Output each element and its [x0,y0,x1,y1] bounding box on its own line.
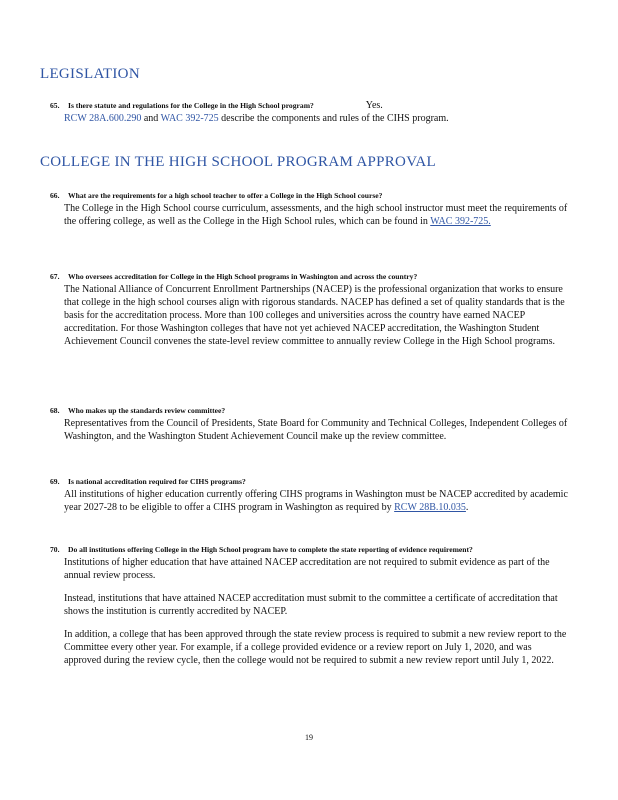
question-text: Who oversees accreditation for College in the High School programs in Washington and across the country? [68,272,418,281]
question-text: Is there statute and regulations for the College in the High School program? [68,101,314,110]
answer-text: describe the components and rules of the CIHS program. [221,113,449,124]
question-66 [50,191,570,201]
rcw-28a-600-290-link[interactable]: RCW 28A.600.290 [64,113,142,124]
answer-text: The College in the High School course curriculum, assessments, and the high school instructor must meet the requirements of the offering college, as well as the College in the High School rules, which can be found in [64,203,568,227]
faq-item-65 [50,101,570,125]
answer-68: Representatives from the Council of Presidents, State Board for Community and Technical Colleges, Independent Colleges of Washington, and the Washington Student Achievement Council make up the review committee. [64,418,568,442]
question-number: 70. [50,545,60,554]
faq-item-69 [50,477,570,514]
question-65 [50,101,570,111]
answer-67: The National Alliance of Concurrent Enrollment Partnerships (NACEP) is the professional organization that works to ensure that college in the high school courses align with rigorous standards. NACEP has defined a set of quality standards that is the basis for the accreditation process. More than 100 colleges and universities across the country have earned NACEP accreditation. For those Washington colleges that have not yet achieved NACEP accreditation, the Washington Student Achievement Council convenes the state-level review committee to annually review College in the High School programs. [64,284,565,347]
faq-item-66 [50,191,570,228]
answer-65 [64,112,570,125]
answer-69 [64,488,570,514]
question-text: Is national accreditation required for CIHS programs? [68,477,246,486]
page-number: 19 [305,733,313,742]
faq-item-68 [50,406,570,443]
faq-item-67 [50,272,570,348]
question-70 [50,545,570,555]
question-68 [50,406,570,416]
question-number: 67. [50,272,60,281]
question-number: 65. [50,101,60,110]
question-67 [50,272,570,282]
section-heading-program-approval: COLLEGE IN THE HIGH SCHOOL PROGRAM APPROVAL [40,154,436,170]
answer-paragraph-3: In addition, a college that has been approved through the state review process is required to submit a new review report to the Committee every other year. For example, if a college provided evidence or a review report on July 1, 2020, and was approved during the review cycle, then the college would not be required to submit a new review report until July 1, 2022. [64,629,567,666]
section-heading-legislation: LEGISLATION [40,66,140,82]
wac-392-725-link[interactable]: WAC 392-725. [430,216,491,227]
question-69 [50,477,570,487]
wac-392-725-link[interactable]: WAC 392-725 [160,113,219,124]
question-text: Do all institutions offering College in the High School program have to complete the state reporting of evidence requirement? [68,545,473,554]
question-text: Who makes up the standards review committee? [68,406,226,415]
answer-text: All institutions of higher education currently offering CIHS programs in Washington must be NACEP accredited by academic year 2027-28 to be eligible to offer a CIHS program in Washington as required by [64,489,568,513]
question-number: 69. [50,477,60,486]
answer-paragraph-2: Instead, institutions that have attained NACEP accreditation must submit to the committee a certificate of accreditation that shows the institution is currently accredited by NACEP. [64,593,558,617]
rcw-28b-10-035-link[interactable]: RCW 28B.10.035 [394,502,466,513]
answer-70 [64,556,570,667]
answer-end: . [465,502,469,513]
answer-connector: and [143,113,159,124]
answer-yes: Yes. [365,100,383,111]
question-number: 68. [50,406,60,415]
answer-paragraph-1: Institutions of higher education that have attained NACEP accreditation are not required to submit evidence as part of the annual review process. [64,557,550,581]
question-number: 66. [50,191,60,200]
faq-item-70 [50,545,570,677]
answer-66 [64,202,570,228]
question-text: What are the requirements for a high school teacher to offer a College in the High School course? [68,191,383,200]
